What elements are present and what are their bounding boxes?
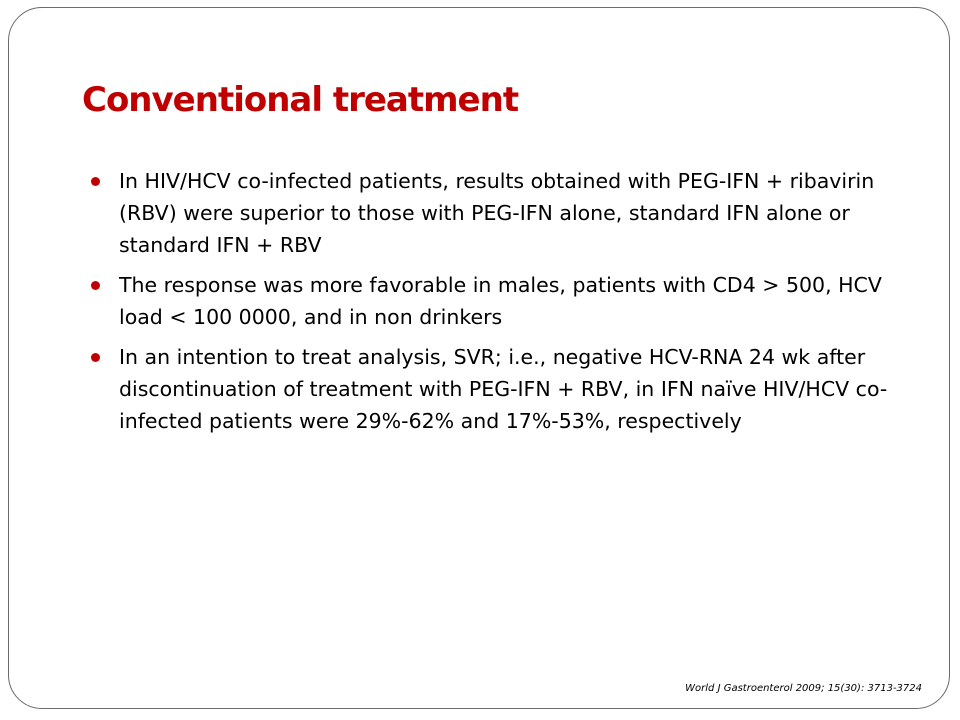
bullet-dot-icon bbox=[91, 281, 100, 290]
bullet-item bbox=[90, 165, 890, 261]
bullet-text: In HIV/HCV co-infected patients, results obtained with PEG-IFN + ribavirin (RBV) were superior to those with PEG-IFN alone, standard IFN alone or standard IFN + RBV bbox=[119, 169, 875, 257]
bullet-list bbox=[90, 165, 890, 445]
bullet-dot-icon bbox=[91, 177, 100, 186]
slide-title: Conventional treatment bbox=[82, 80, 519, 120]
citation: World J Gastroenterol 2009; 15(30): 3713-3724 bbox=[685, 683, 922, 694]
bullet-item bbox=[90, 269, 890, 333]
bullet-dot-icon bbox=[91, 353, 100, 362]
bullet-text: In an intention to treat analysis, SVR; i.e., negative HCV-RNA 24 wk after discontinuation of treatment with PEG-IFN + RBV, in IFN naïve HIV/HCV co-infected patients were 29%-62% and 17%-53%, respectively bbox=[119, 345, 888, 433]
bullet-text: The response was more favorable in males, patients with CD4 > 500, HCV load < 100 0000, and in non drinkers bbox=[119, 273, 882, 329]
bullet-item bbox=[90, 341, 890, 437]
